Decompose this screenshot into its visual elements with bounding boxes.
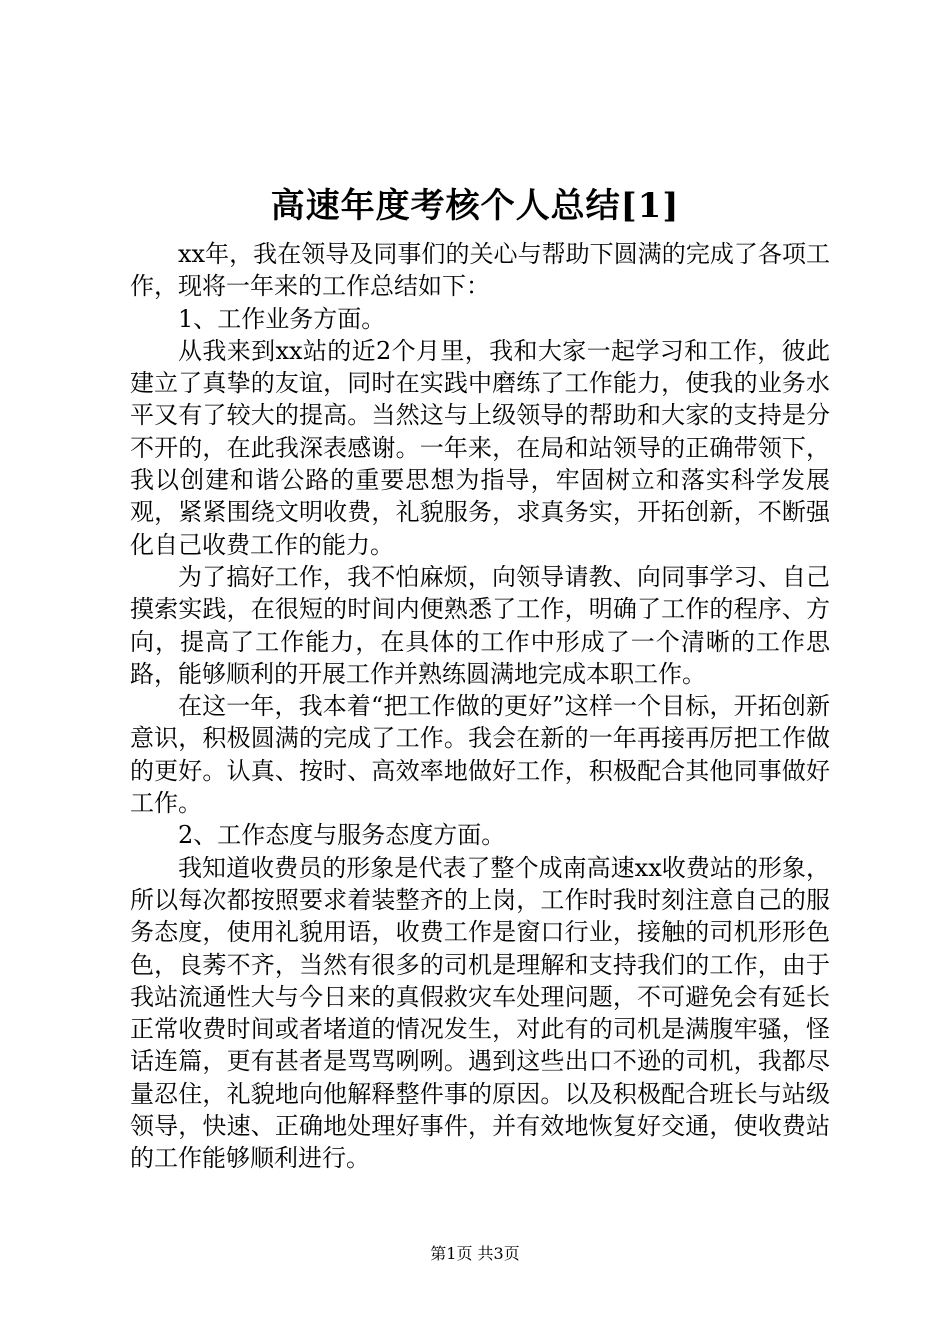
section-heading-work-business: 1、工作业务方面。 bbox=[178, 304, 386, 333]
document-body bbox=[130, 238, 830, 1175]
paragraph-learning: 为了搞好工作，我不怕麻烦，向领导请教、向同事学习、自己摸索实践，在很短的时间内便熟悉了工作，明确了工作的程序、方向，提高了工作能力，在具体的工作中形成了一个清晰的工作思路，能够顺利的开展工作并熟练圆满地完成本职工作。 bbox=[130, 562, 830, 688]
paragraph-intro: xx年，我在领导及同事们的关心与帮助下圆满的完成了各项工作，现将一年来的工作总结如下： bbox=[130, 240, 830, 301]
paragraph-attitude: 我知道收费员的形象是代表了整个成南高速xx收费站的形象，所以每次都按照要求着装整齐的上岗，工作时我时刻注意自己的服务态度，使用礼貌用语，收费工作是窗口行业，接触的司机形形色色，良莠不齐，当然有很多的司机是理解和支持我们的工作，由于我站流通性大与今日来的真假救灾车处理问题，不可避免会有延长正常收费时间或者堵道的情况发生，对此有的司机是满腹牢骚，怪话连篇，更有甚者是骂骂咧咧。遇到这些出口不逊的司机，我都尽量忍住，礼貌地向他解释整件事的原因。以及积极配合班长与站级领导，快速、正确地处理好事件，并有效地恢复好交通，使收费站的工作能够顺利进行。 bbox=[130, 853, 830, 1173]
paragraph-goal: 在这一年，我本着“把工作做的更好”这样一个目标，开拓创新意识，积极圆满的完成了工作。我会在新的一年再接再厉把工作做的更好。认真、按时、高效率地做好工作，积极配合其他同事做好工作。 bbox=[130, 692, 830, 818]
paragraph-work-business: 从我来到xx站的近2个月里，我和大家一起学习和工作，彼此建立了真挚的友谊，同时在实践中磨练了工作能力，使我的业务水平又有了较大的提高。当然这与上级领导的帮助和大家的支持是分不开的，在此我深表感谢。一年来，在局和站领导的正确带领下，我以创建和谐公路的重要思想为指导，牢固树立和落实科学发展观，紧紧围绕文明收费，礼貌服务，求真务实，开拓创新，不断强化自己收费工作的能力。 bbox=[130, 336, 830, 559]
page-footer: 第1页 共3页 bbox=[430, 1244, 520, 1263]
section-heading-attitude: 2、工作态度与服务态度方面。 bbox=[178, 821, 506, 850]
document-title: 高速年度考核个人总结[1] bbox=[270, 186, 680, 226]
